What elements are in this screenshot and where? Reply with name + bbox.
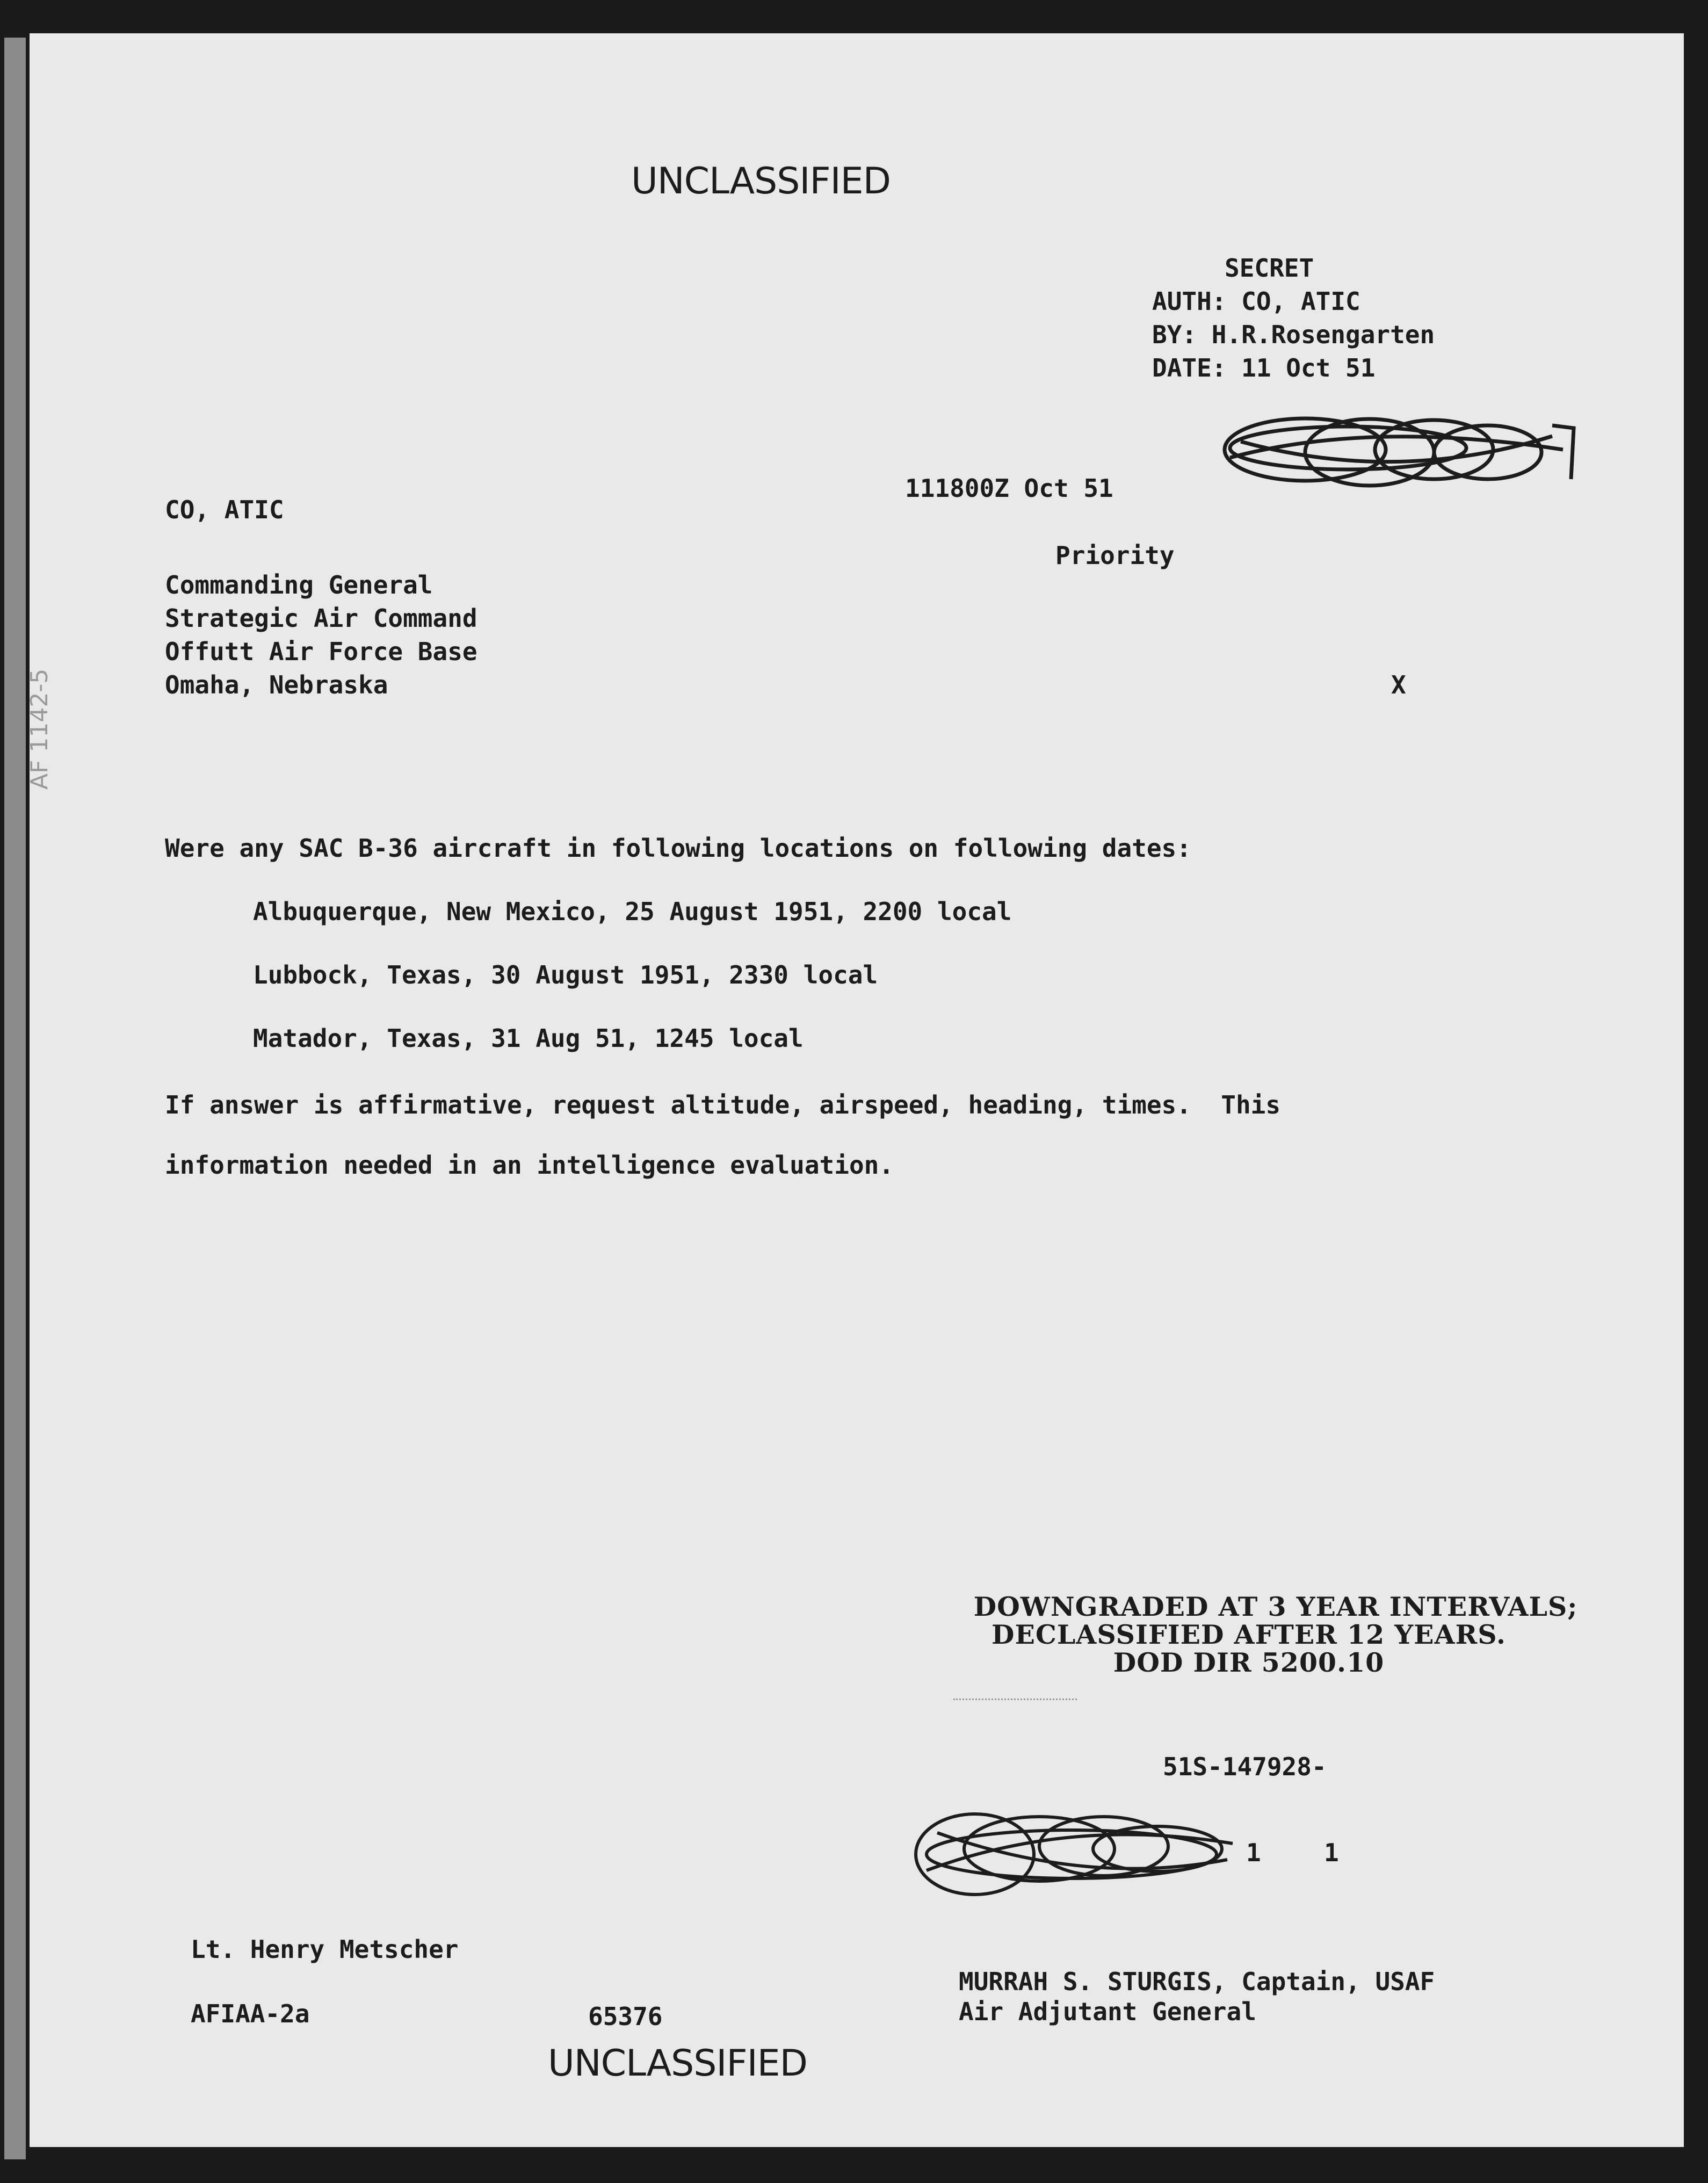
redaction-scribble-top	[1208, 399, 1590, 506]
downgrade-line-1: DOWNGRADED AT 3 YEAR INTERVALS;	[973, 1591, 1578, 1622]
downgrade-line-2: DECLASSIFIED AFTER 12 YEARS.	[991, 1619, 1506, 1650]
originator-extension: 65376	[588, 2002, 663, 2031]
classification-top: UNCLASSIFIED	[631, 160, 891, 203]
originator-office: AFIAA-2a	[191, 1999, 310, 2028]
stamp-level: SECRET	[1225, 254, 1314, 283]
downgrade-line-3: DOD DIR 5200.10	[1113, 1647, 1385, 1678]
classification-bottom: UNCLASSIFIED	[548, 2042, 807, 2085]
control-number: 51S-147928-	[1163, 1752, 1327, 1781]
originator-name: Lt. Henry Metscher	[191, 1935, 459, 1964]
page-mark-a: 1	[1246, 1838, 1261, 1867]
to-line-1: Commanding General	[165, 570, 433, 599]
to-line-3: Offutt Air Force Base	[165, 637, 477, 666]
precedence: Priority	[1055, 541, 1175, 570]
redaction-scribble-bottom	[910, 1795, 1260, 1908]
date-time-group: 111800Z Oct 51	[905, 474, 1113, 503]
location-2: Lubbock, Texas, 30 August 1951, 2330 local	[253, 960, 878, 989]
body-request-cont: information needed in an intelligence evaluation.	[165, 1151, 894, 1180]
divider-dots	[953, 1698, 1077, 1700]
stamp-by: BY: H.R.Rosengarten	[1152, 320, 1435, 349]
mark-x: X	[1391, 670, 1406, 699]
body-request: If answer is affirmative, request altitude, airspeed, heading, times. This	[165, 1090, 1281, 1119]
scan-edge	[4, 38, 26, 2159]
document-page	[30, 33, 1684, 2147]
location-3: Matador, Texas, 31 Aug 51, 1245 local	[253, 1024, 804, 1053]
to-line-2: Strategic Air Command	[165, 604, 477, 633]
page-mark-b: 1	[1324, 1838, 1339, 1867]
stamp-auth: AUTH: CO, ATIC	[1152, 287, 1360, 316]
stamp-date: DATE: 11 Oct 51	[1152, 353, 1376, 382]
signature-name: MURRAH S. STURGIS, Captain, USAF	[959, 1967, 1435, 1996]
margin-note: AF 1142-5	[26, 668, 53, 790]
to-line-4: Omaha, Nebraska	[165, 670, 388, 699]
signature-title: Air Adjutant General	[959, 1997, 1256, 2026]
location-1: Albuquerque, New Mexico, 25 August 1951, 2200 local	[253, 897, 1012, 926]
message-from: CO, ATIC	[165, 495, 284, 524]
body-intro: Were any SAC B-36 aircraft in following locations on following dates:	[165, 834, 1191, 863]
